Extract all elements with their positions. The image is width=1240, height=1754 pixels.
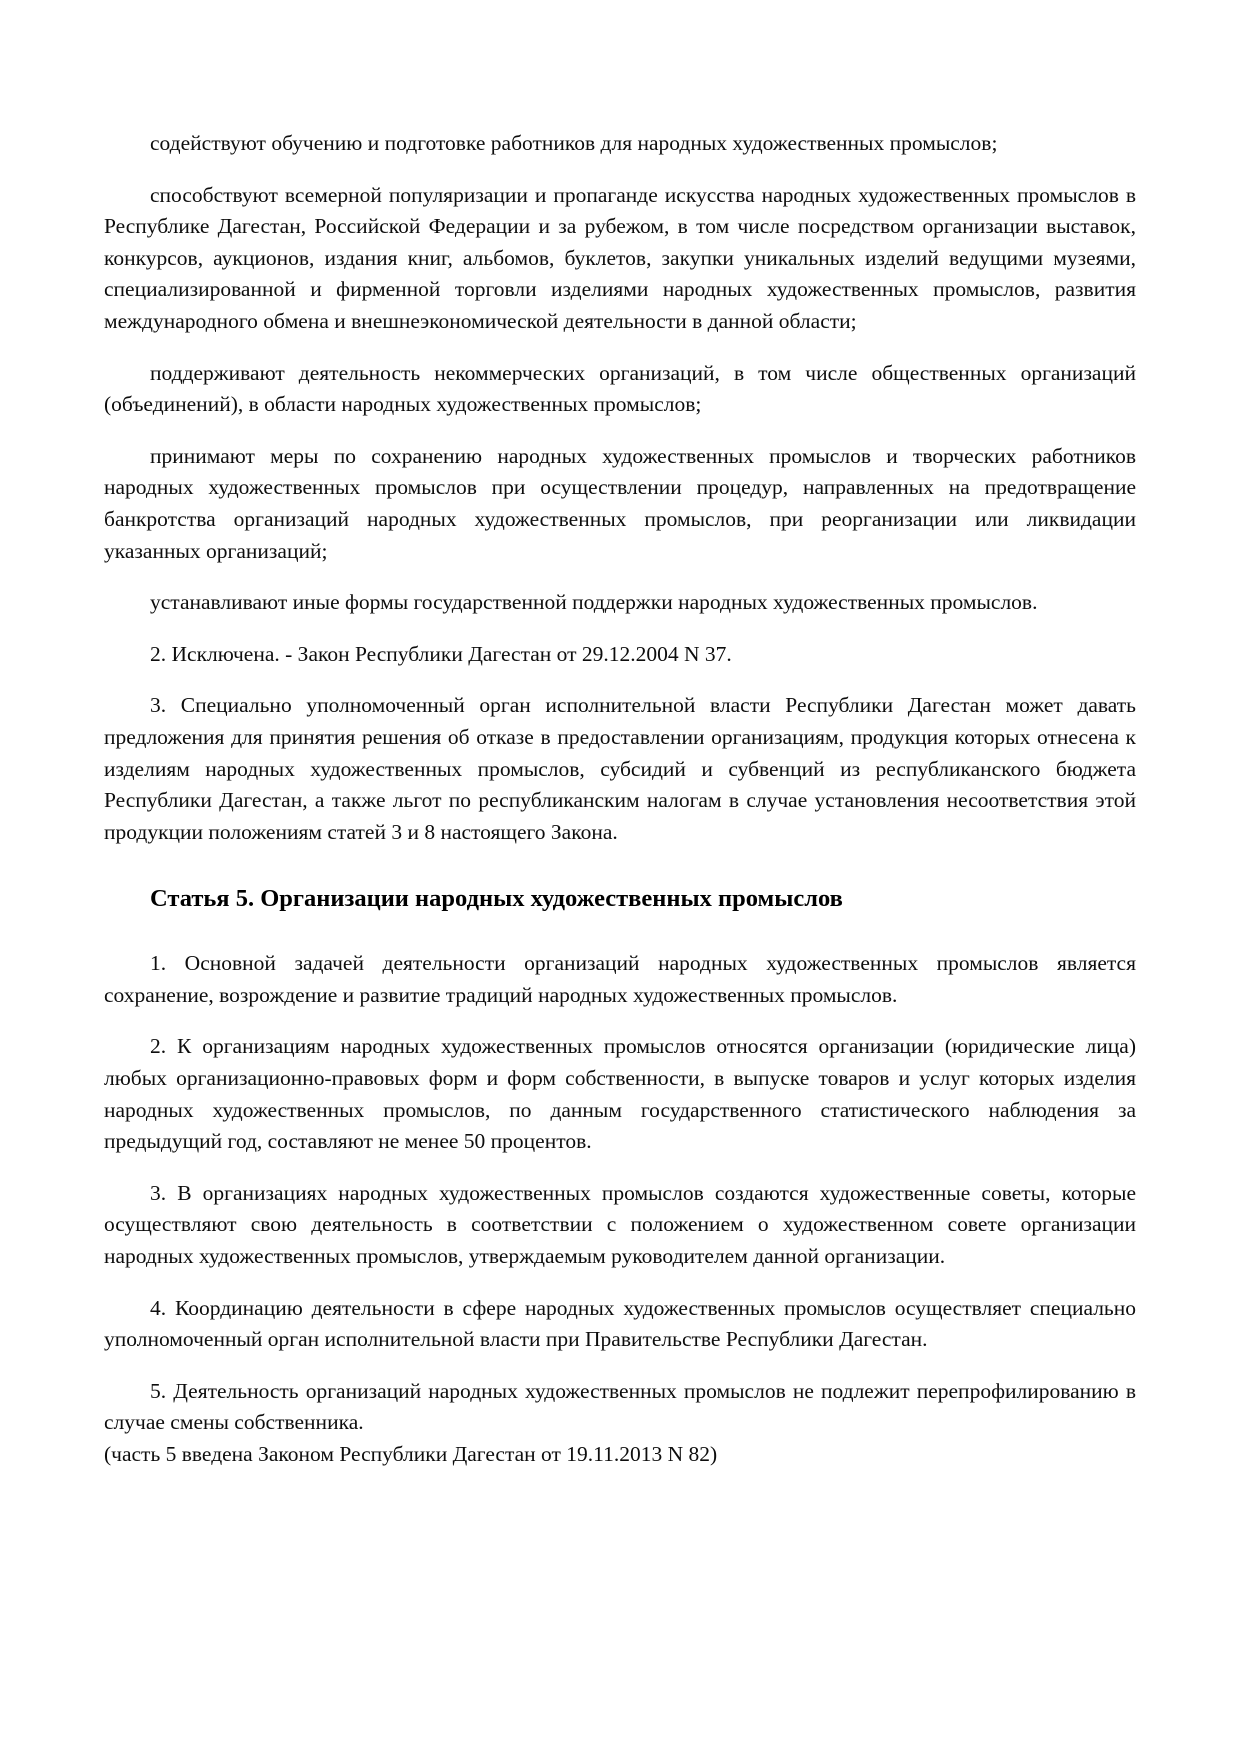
paragraph-preservation-measures: принимают меры по сохранению народных художественных промыслов и творческих работников народных художественных промыслов при осуществлении процедур, направленных на предотвращение банкротства организаций народных художественных промыслов, при реорганизации или ликвидации указанных организаций; — [104, 443, 1136, 563]
paragraph-article5-clause-1: 1. Основной задачей деятельности организаций народных художественных промыслов является сохранение, возрождение и развитие традиций народных художественных промыслов. — [104, 951, 1136, 1007]
paragraph-article5-clause-5: 5. Деятельность организаций народных художественных промыслов не подлежит перепрофилированию в случае смены собственника. — [104, 1378, 1136, 1435]
paragraph-promote-popularization: способствуют всемерной популяризации и пропаганде искусства народных художественных промыслов в Республике Дагестан, Российской Федерации и за рубежом, в том числе посредством организации выставок, конкурсов, аукционов, издания книг, альбомов, буклетов, закупки уникальных изделий ведущими музеями, специализированной и фирменной торговли изделиями народных художественных промыслов, развития международного обмена и внешнеэкономической деятельности в данной области; — [104, 182, 1136, 333]
paragraph-article5-clause-4: 4. Координацию деятельности в сфере народных художественных промыслов осуществляет специально уполномоченный орган исполнительной власти при Правительстве Республики Дагестан. — [104, 1295, 1136, 1352]
document-text-column — [104, 128, 1136, 1491]
paragraph-other-support-forms: устанавливают иные формы государственной поддержки народных художественных промыслов. — [150, 590, 1038, 615]
heading-article-5: Статья 5. Организации народных художественных промыслов — [150, 885, 843, 913]
paragraph-clause-2-excluded: 2. Исключена. - Закон Республики Дагестан от 29.12.2004 N 37. — [150, 641, 732, 666]
paragraph-clause-3-authorized-body: 3. Специально уполномоченный орган исполнительной власти Республики Дагестан может давать предложения для принятия решения об отказе в предоставлении организациям, продукция которых отнесена к изделиям народных художественных промыслов, субсидий и субвенций из республиканского бюджета Республики Дагестан, а также льгот по республиканским налогам в случае установления несоответствия этой продукции положениям статей 3 и 8 настоящего Закона. — [104, 693, 1136, 844]
paragraph-article5-clause-3: 3. В организациях народных художественных промыслов создаются художественные советы, которые осуществляют свою деятельность в соответствии с положением о художественном совете организации народных художественных промыслов, утверждаемым руководителем данной организации. — [104, 1180, 1136, 1269]
note-article5-clause-5-source: (часть 5 введена Законом Республики Дагестан от 19.11.2013 N 82) — [104, 1442, 718, 1466]
paragraph-assist-training: содействуют обучению и подготовке работников для народных художественных промыслов; — [150, 131, 998, 155]
paragraph-support-noncommercial: поддерживают деятельность некоммерческих организаций, в том числе общественных организаций (объединений), в области народных художественных промыслов; — [104, 360, 1136, 417]
paragraph-article5-clause-2: 2. К организациям народных художественных промыслов относятся организации (юридические лица) любых организационно-правовых форм и форм собственности, в выпуске товаров и услуг которых изделия народных художественных промыслов, по данным государственного статистического наблюдения за предыдущий год, составляют не менее 50 процентов. — [104, 1034, 1136, 1154]
